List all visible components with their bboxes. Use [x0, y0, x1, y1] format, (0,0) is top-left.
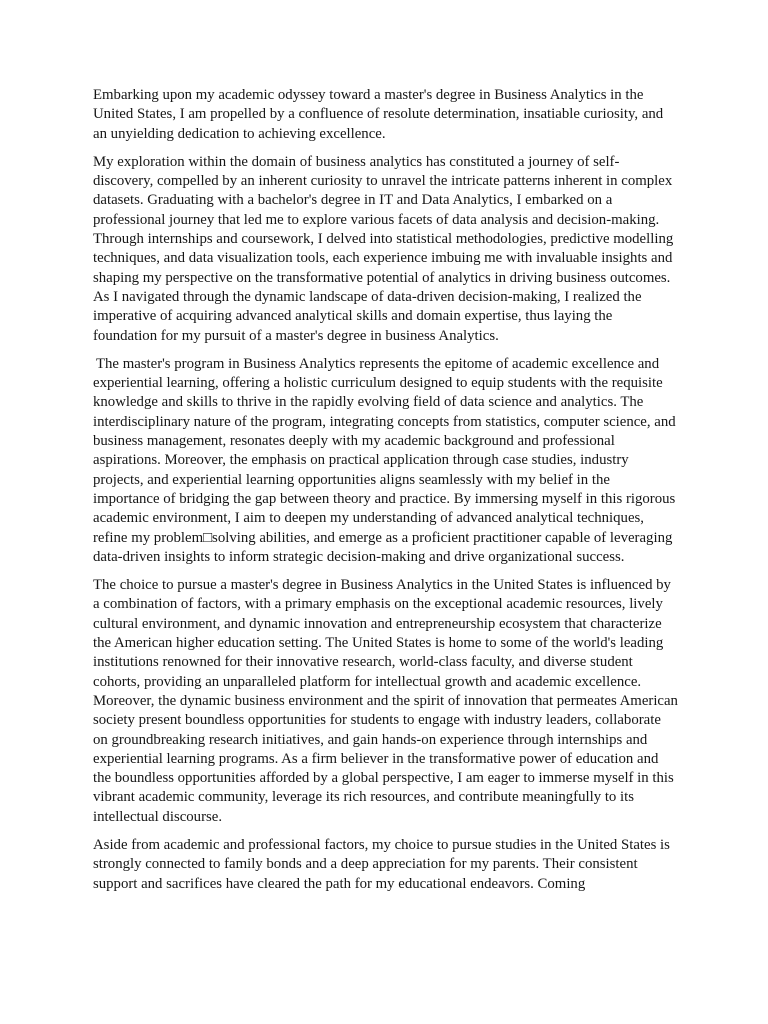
paragraph-background: My exploration within the domain of business analytics has constituted a journey of self-discovery, compelled by an inherent curiosity to unravel the intricate patterns inherent in complex datasets. Graduating with a bachelor's degree in IT and Data Analytics, I embarked on a professional journey that led me to explore various facets of data analysis and decision-making. Through internships and coursework, I delved into statistical methodologies, predictive modelling techniques, and data visualization tools, each experience imbuing me with invaluable insights and shaping my perspective on the transformative potential of analytics in driving business outcomes. As I navigated through the dynamic landscape of data-driven decision-making, I realized the imperative of acquiring advanced analytical skills and domain expertise, thus laying the foundation for my pursuit of a master's degree in business Analytics. [93, 153, 674, 344]
paragraph-family: Aside from academic and professional factors, my choice to pursue studies in the United States is strongly connected to family bonds and a deep appreciation for my parents. Their consistent support and sacrifices have cleared the path for my educational endeavors. Coming [93, 836, 670, 892]
paragraph-united-states: The choice to pursue a master's degree in Business Analytics in the United States is influenced by a combination of factors, with a primary emphasis on the exceptional academic resources, lively cultural environment, and dynamic innovation and entrepreneurship ecosystem that characterize the American higher education setting. The United States is home to some of the world's leading institutions renowned for their innovative research, world-class faculty, and diverse student cohorts, providing an unparalleled platform for intellectual growth and academic excellence. Moreover, the dynamic business environment and the spirit of innovation that permeates American society present boundless opportunities for students to engage with industry leaders, collaborate on groundbreaking research initiatives, and gain hands-on experience through internships and experiential learning programs. As a firm believer in the transformative power of education and the boundless opportunities afforded by a global perspective, I am eager to immerse myself in this vibrant academic community, leverage its rich resources, and contribute meaningfully to its intellectual discourse. [93, 577, 678, 825]
paragraph-program: The master's program in Business Analytics represents the epitome of academic excellence and experiential learning, offering a holistic curriculum designed to equip students with the requisite knowledge and skills to thrive in the rapidly evolving field of data science and analytics. The interdisciplinary nature of the program, integrating concepts from statistics, computer science, and business management, resonates deeply with my academic background and professional aspirations. Moreover, the emphasis on practical application through case studies, industry projects, and experiential learning opportunities aligns seamlessly with my belief in the importance of bridging the gap between theory and practice. By immersing myself in this rigorous academic environment, I aim to deepen my understanding of advanced analytical techniques, refine my problem□solving abilities, and emerge as a proficient practitioner capable of leveraging data-driven insights to inform strategic decision-making and drive organizational success. [93, 355, 676, 565]
paragraph-introduction: Embarking upon my academic odyssey toward a master's degree in Business Analytics in the United States, I am propelled by a confluence of resolute determination, insatiable curiosity, and an unyielding dedication to achieving excellence. [93, 87, 664, 142]
document-body [93, 86, 679, 903]
